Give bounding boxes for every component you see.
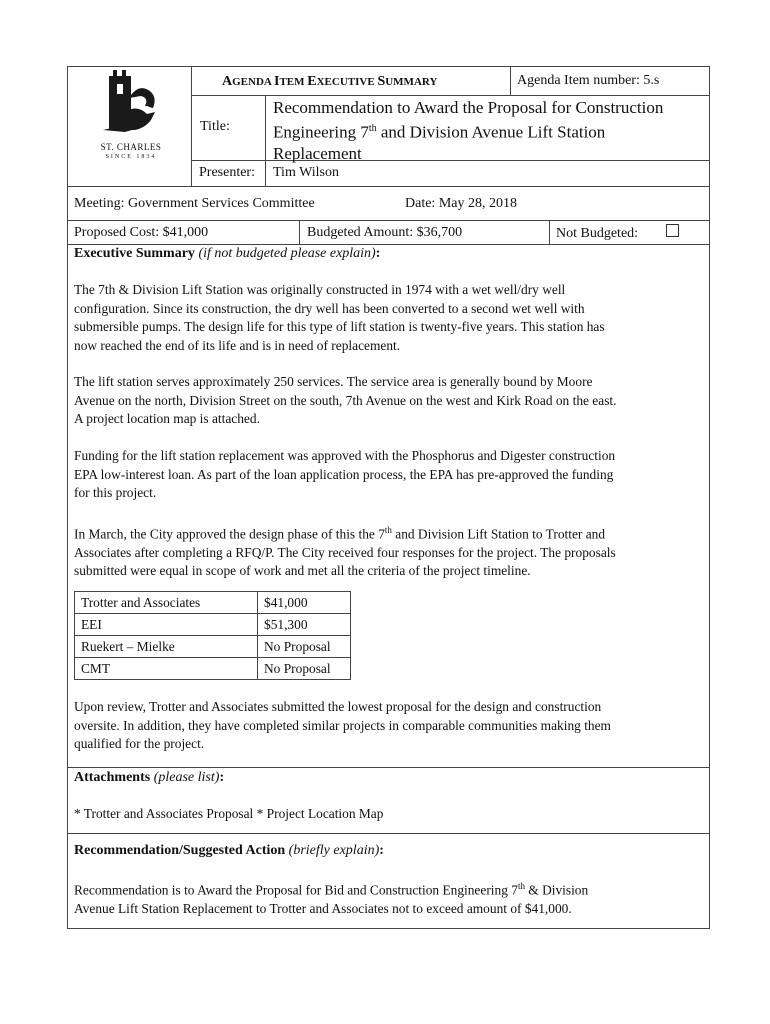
budgeted-amount: Budgeted Amount: $36,700 bbox=[307, 225, 463, 240]
recommendation-heading: Recommendation/Suggested Action (briefly explain): bbox=[74, 843, 384, 858]
city-logo bbox=[95, 68, 167, 166]
amount-cell: No Proposal bbox=[258, 636, 351, 658]
recommendation-text: Recommendation is to Award the Proposal for Bid and Construction Engineering 7th & Division Avenue Lift Station Replacement to Trotter and Associates not to exceed amount of $41,000. bbox=[74, 881, 589, 916]
page-title: AGENDA ITEM EXECUTIVE SUMMARY bbox=[222, 74, 438, 89]
summary-paragraph-5: Upon review, Trotter and Associates submitted the lowest proposal for the design and construction oversite. In addition, they have completed similar projects in comparable communities making them qualified for the project. bbox=[74, 699, 611, 751]
divider bbox=[299, 220, 300, 244]
summary-paragraph-3: Funding for the lift station replacement was approved with the Phosphorus and Digester construction EPA low-interest loan. As part of the loan application process, the EPA has pre-approved the funding for this project. bbox=[74, 448, 616, 500]
divider bbox=[67, 833, 710, 834]
divider bbox=[265, 95, 266, 186]
divider bbox=[549, 220, 550, 244]
logo-text: ST. CHARLES bbox=[100, 142, 162, 152]
firm-cell: EEI bbox=[75, 614, 258, 636]
table-row bbox=[75, 592, 351, 614]
bids-table bbox=[74, 591, 351, 680]
divider bbox=[510, 67, 511, 95]
executive-summary-heading: Executive Summary (if not budgeted please explain): bbox=[74, 246, 381, 261]
amount-cell: No Proposal bbox=[258, 658, 351, 680]
summary-paragraph-4: In March, the City approved the design phase of this the 7th and Division Lift Station to Trotter and Associates after completing a RFQ/P. The City received four responses for the project. The proposals submitted were equal in scope of work and met all the criteria of the project timeline. bbox=[74, 525, 616, 579]
meeting-date: Date: May 28, 2018 bbox=[405, 196, 517, 211]
divider bbox=[67, 186, 710, 187]
divider bbox=[191, 95, 710, 96]
logo-since: SINCE 1834 bbox=[105, 154, 157, 160]
meeting-info: Meeting: Government Services Committee bbox=[74, 196, 315, 211]
amount-cell: $41,000 bbox=[258, 592, 351, 614]
item-title: Recommendation to Award the Proposal for Construction Engineering 7th and Division Avenue Lift Station Replacement bbox=[273, 98, 664, 163]
divider bbox=[67, 767, 710, 768]
presenter-name: Tim Wilson bbox=[273, 165, 339, 180]
proposed-cost: Proposed Cost: $41,000 bbox=[74, 225, 209, 240]
table-row bbox=[75, 636, 351, 658]
table-row bbox=[75, 658, 351, 680]
not-budgeted-checkbox[interactable] bbox=[666, 224, 679, 237]
not-budgeted-label: Not Budgeted: bbox=[556, 226, 639, 241]
summary-paragraph-1: The 7th & Division Lift Station was originally constructed in 1974 with a wet well/dry well configuration. Since its construction, the dry well has been converted to a second wet well with submersible pumps. The design life for this type of lift station is twenty-five years. This station has now reached the end of its life and is in need of replacement. bbox=[74, 282, 605, 353]
summary-paragraph-2: The lift station serves approximately 250 services. The service area is generally bound by Moore Avenue on the north, Division Street on the south, 7th Avenue on the west and Kirk Road on the east. A project location map is attached. bbox=[74, 374, 617, 426]
firm-cell: CMT bbox=[75, 658, 258, 680]
firm-cell: Ruekert – Mielke bbox=[75, 636, 258, 658]
amount-cell: $51,300 bbox=[258, 614, 351, 636]
firm-cell: Trotter and Associates bbox=[75, 592, 258, 614]
agenda-item-number: Agenda Item number: 5.s bbox=[517, 73, 660, 88]
attachments-heading: Attachments (please list): bbox=[74, 770, 225, 785]
presenter-label: Presenter: bbox=[199, 165, 255, 180]
title-label: Title: bbox=[200, 119, 230, 134]
attachments-list: * Trotter and Associates Proposal * Project Location Map bbox=[74, 806, 384, 821]
divider bbox=[67, 220, 710, 221]
divider bbox=[191, 67, 192, 186]
table-row bbox=[75, 614, 351, 636]
